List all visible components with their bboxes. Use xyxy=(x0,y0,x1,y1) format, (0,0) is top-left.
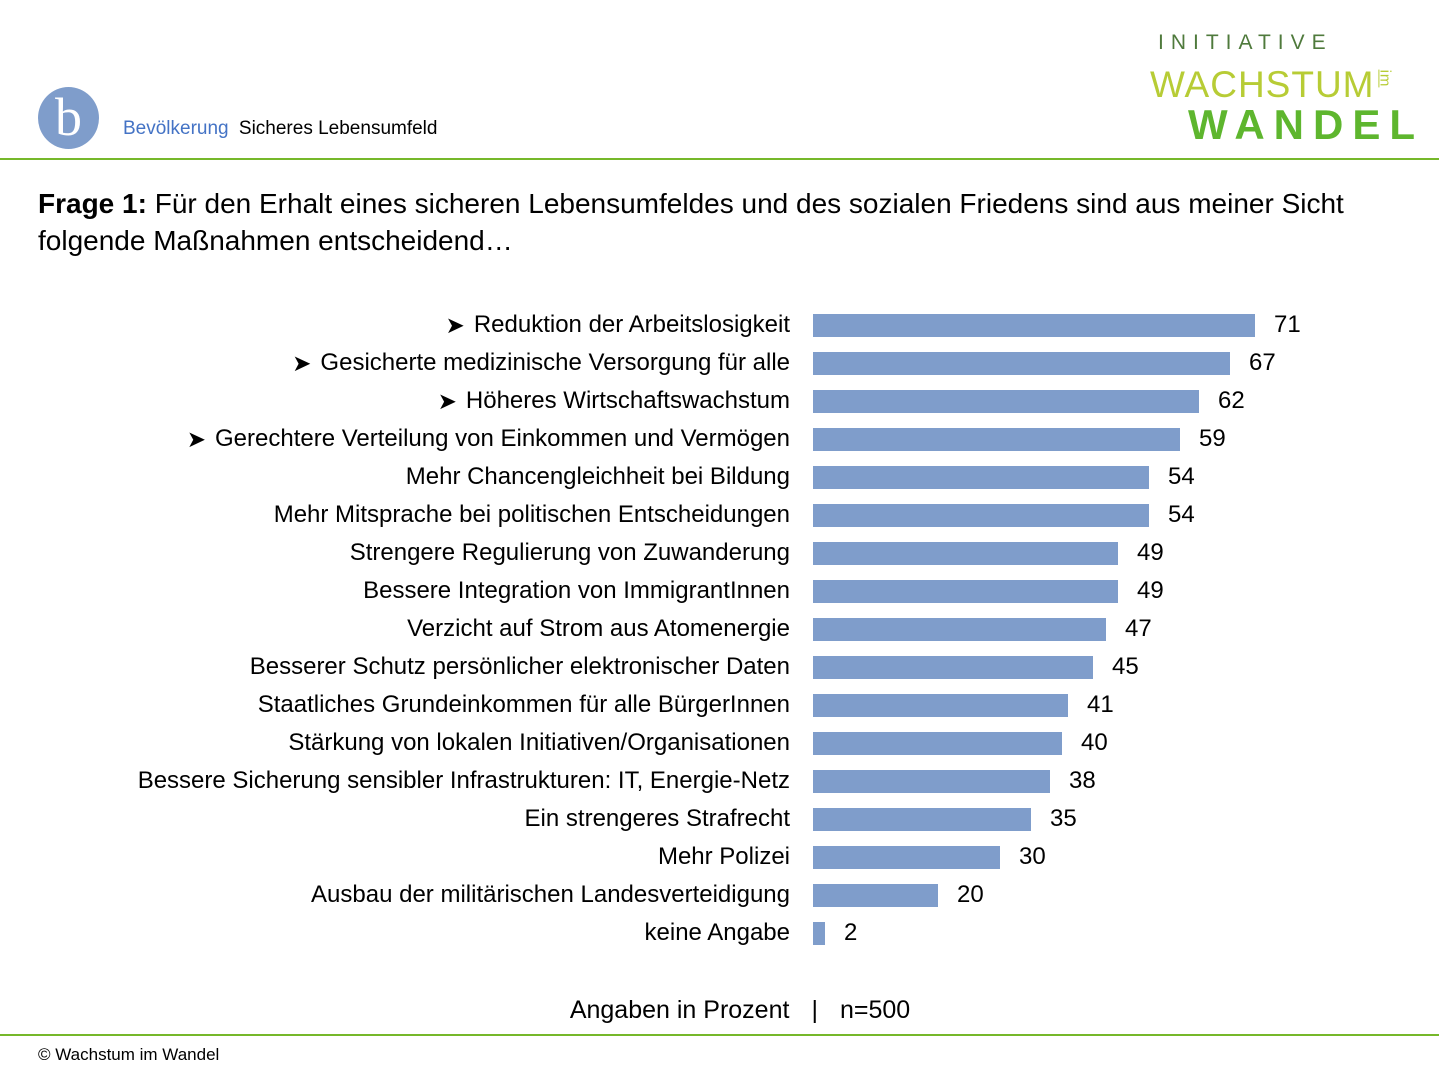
bar-value: 30 xyxy=(1019,843,1046,870)
category-label-text: Verzicht auf Strom aus Atomenergie xyxy=(407,615,790,642)
category-label-text: Bessere Sicherung sensibler Infrastrukturen: IT, Energie-Netz xyxy=(137,767,790,794)
chart-row xyxy=(38,344,1418,382)
category-label-text: Gerechtere Verteilung von Einkommen und Vermögen xyxy=(214,425,790,452)
category-label-text: Bessere Integration von ImmigrantInnen xyxy=(363,577,790,604)
chart-row xyxy=(38,914,1418,952)
category-label xyxy=(38,729,813,757)
bar-value: 2 xyxy=(844,919,858,946)
chart-row xyxy=(38,610,1418,648)
category-label-text: Ein strengeres Strafrecht xyxy=(524,805,790,832)
category-label xyxy=(38,767,813,795)
chart-row xyxy=(38,382,1418,420)
bar xyxy=(813,618,1106,641)
bar-value: 67 xyxy=(1249,349,1276,376)
bar xyxy=(813,694,1068,717)
category-label-text: Höheres Wirtschaftswachstum xyxy=(465,387,790,414)
bar-value: 62 xyxy=(1218,387,1245,414)
chart-row xyxy=(38,648,1418,686)
chart-row xyxy=(38,800,1418,838)
category-label xyxy=(38,881,813,909)
chart-row xyxy=(38,458,1418,496)
bar-value: 38 xyxy=(1069,767,1096,794)
bar xyxy=(813,466,1149,489)
bar-value: 41 xyxy=(1087,691,1114,718)
category-label xyxy=(38,539,813,567)
category-label-text: Besserer Schutz persönlicher elektronischer Daten xyxy=(249,653,790,680)
arrow-marker-icon: ➤ xyxy=(437,387,457,414)
bar-value: 49 xyxy=(1137,539,1164,566)
chart-row xyxy=(38,838,1418,876)
bar-value: 20 xyxy=(957,881,984,908)
bar-value: 47 xyxy=(1125,615,1152,642)
category-label-text: Ausbau der militärischen Landesverteidigung xyxy=(311,881,790,908)
bar-value: 35 xyxy=(1050,805,1077,832)
chart-row xyxy=(38,876,1418,914)
category-label xyxy=(38,387,813,415)
bar-value: 71 xyxy=(1274,311,1301,338)
arrow-marker-icon: ➤ xyxy=(445,311,465,338)
category-label xyxy=(38,463,813,491)
category-label-text: Gesicherte medizinische Versorgung für alle xyxy=(320,349,790,376)
chart-row xyxy=(38,724,1418,762)
category-label-text: Mehr Mitsprache bei politischen Entscheidungen xyxy=(273,501,790,528)
arrow-marker-icon: ➤ xyxy=(186,425,206,452)
category-label-text: Mehr Chancengleichheit bei Bildung xyxy=(405,463,790,490)
bar xyxy=(813,884,938,907)
category-label xyxy=(38,843,813,871)
question-title xyxy=(38,186,1368,260)
bar xyxy=(813,352,1230,375)
copyright: © Wachstum im Wandel xyxy=(38,1045,220,1064)
category-label xyxy=(38,349,813,377)
header-divider xyxy=(0,158,1439,160)
bar xyxy=(813,542,1118,565)
bar-chart xyxy=(38,306,1418,952)
footer-divider xyxy=(0,1034,1439,1036)
category-label xyxy=(38,425,813,453)
breadcrumb-secondary: Sicheres Lebensumfeld xyxy=(238,118,438,139)
category-label xyxy=(38,577,813,605)
category-label-text: Stärkung von lokalen Initiativen/Organisationen xyxy=(288,729,790,756)
category-label-text: Strengere Regulierung von Zuwanderung xyxy=(349,539,790,566)
bar xyxy=(813,732,1062,755)
chart-row xyxy=(38,496,1418,534)
category-label xyxy=(38,919,813,947)
bar xyxy=(813,390,1199,413)
brand-wandel: WANDEL xyxy=(1188,101,1424,148)
chart-row xyxy=(38,306,1418,344)
bar-value: 59 xyxy=(1199,425,1226,452)
bar-value: 40 xyxy=(1081,729,1108,756)
brand-wachstum xyxy=(1150,64,1393,106)
chart-row xyxy=(38,686,1418,724)
bar-value: 49 xyxy=(1137,577,1164,604)
bar xyxy=(813,656,1093,679)
b-logo xyxy=(38,87,99,149)
category-label-text: Staatliches Grundeinkommen für alle BürgerInnen xyxy=(257,691,790,718)
brand-im-rotated: im xyxy=(1375,69,1393,88)
category-label-text: Reduktion der Arbeitslosigkeit xyxy=(473,311,790,338)
bar xyxy=(813,770,1050,793)
bar xyxy=(813,428,1180,451)
bar xyxy=(813,580,1118,603)
footnote-right: n=500 xyxy=(839,996,911,1024)
question-text: Für den Erhalt eines sicheren Lebensumfeldes und des sozialen Friedens sind aus meiner Sicht folgende Maßnahmen entscheidend… xyxy=(38,188,1344,256)
bar xyxy=(813,314,1255,337)
question-prefix: Frage 1: xyxy=(38,188,147,219)
brand-initiative: INITIATIVE xyxy=(1158,31,1333,54)
chart-row xyxy=(38,534,1418,572)
category-label xyxy=(38,311,813,339)
bar xyxy=(813,922,825,945)
bar-value: 54 xyxy=(1168,501,1195,528)
brand-wachstum-text: WACHSTUM xyxy=(1150,64,1375,105)
chart-row xyxy=(38,572,1418,610)
breadcrumb xyxy=(123,118,437,140)
bar-value: 54 xyxy=(1168,463,1195,490)
footnote-separator: | xyxy=(811,996,818,1024)
category-label xyxy=(38,653,813,681)
category-label xyxy=(38,805,813,833)
footnote-left: Angaben in Prozent xyxy=(569,996,790,1024)
bar xyxy=(813,846,1000,869)
bar xyxy=(813,504,1149,527)
b-logo-letter: b xyxy=(55,87,82,147)
category-label-text: Mehr Polizei xyxy=(657,843,790,870)
chart-footnote xyxy=(0,996,1439,1025)
category-label xyxy=(38,691,813,719)
bar xyxy=(813,808,1031,831)
category-label xyxy=(38,615,813,643)
chart-row xyxy=(38,762,1418,800)
category-label-text: keine Angabe xyxy=(644,919,790,946)
bar-value: 45 xyxy=(1112,653,1139,680)
breadcrumb-primary: Bevölkerung xyxy=(123,118,229,139)
arrow-marker-icon: ➤ xyxy=(292,349,312,376)
chart-row xyxy=(38,420,1418,458)
category-label xyxy=(38,501,813,529)
